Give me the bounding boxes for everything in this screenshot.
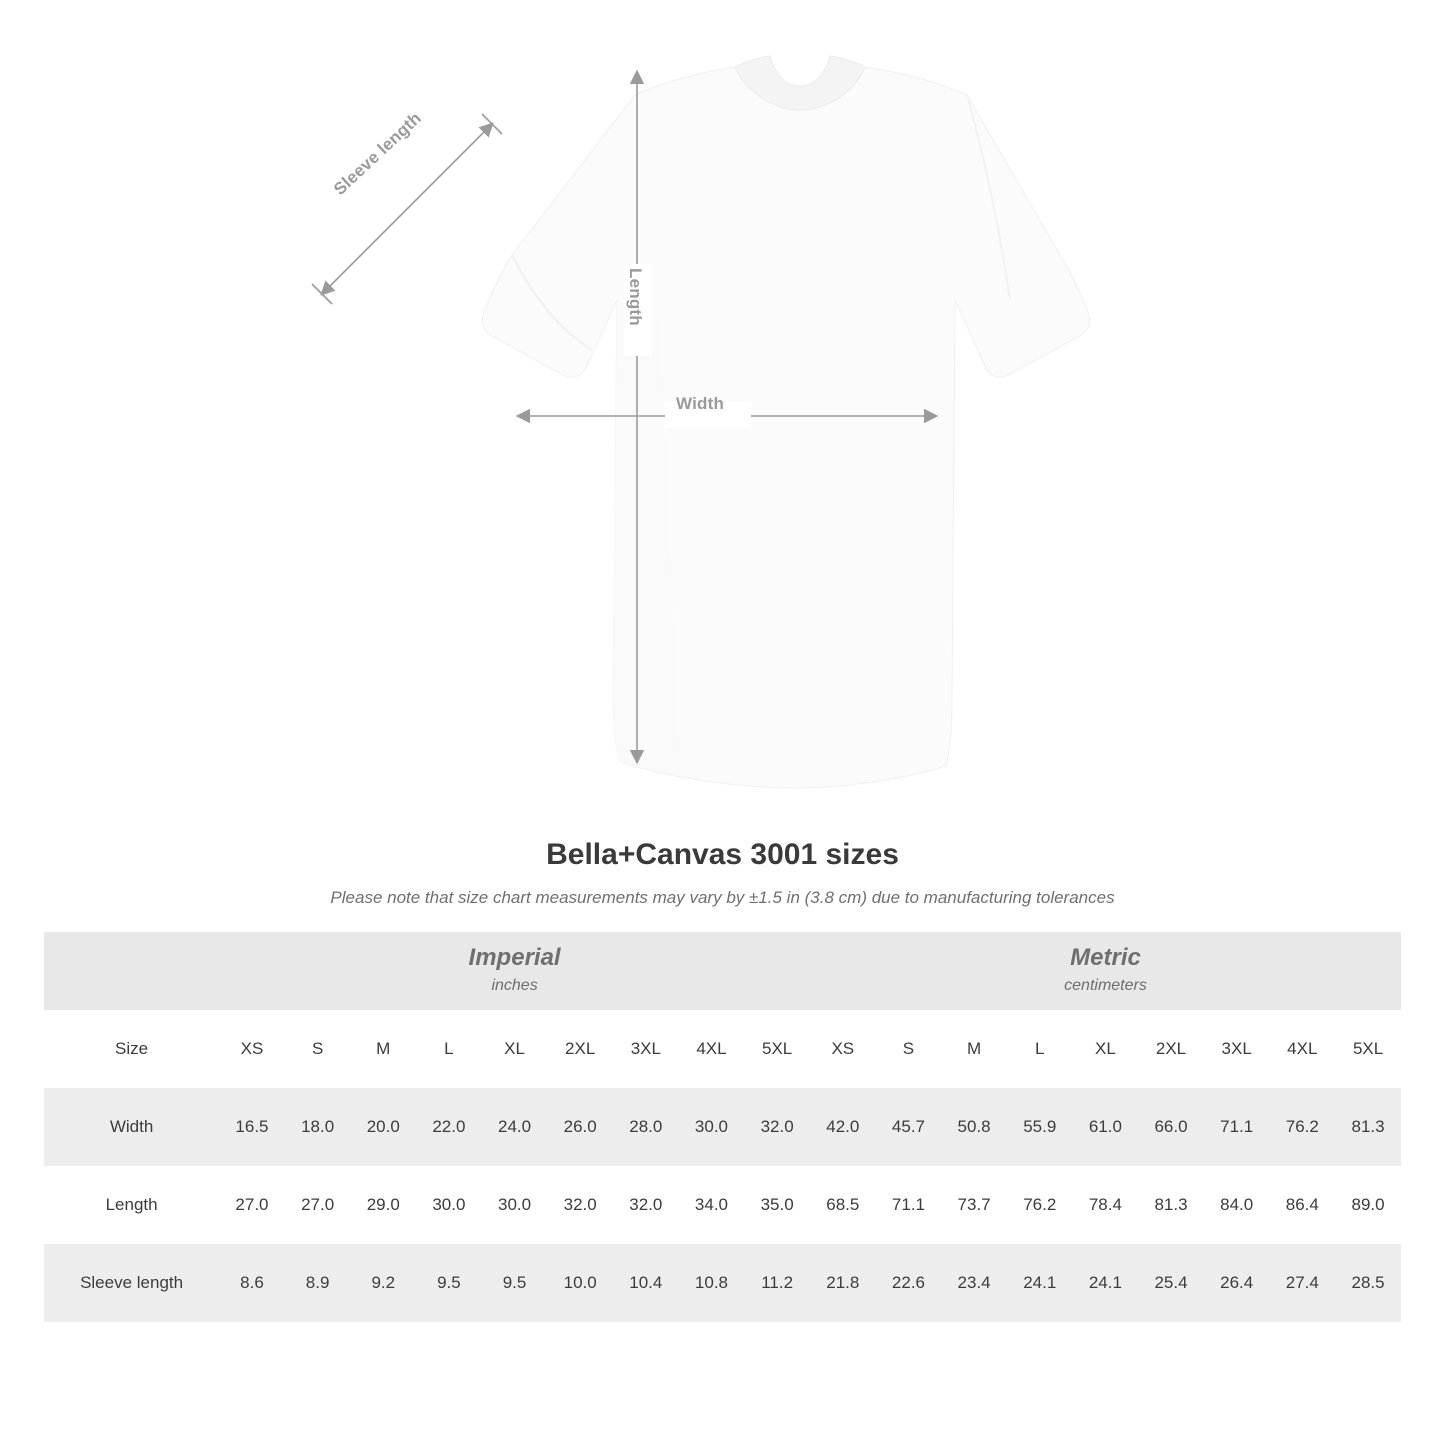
cell-value: 22.6	[876, 1244, 942, 1322]
length-label: Length	[626, 268, 645, 326]
table-row	[44, 1088, 1401, 1166]
size-header-cell: XS	[810, 1010, 876, 1088]
unit-header-row	[44, 932, 1401, 1010]
cell-value: 24.1	[1073, 1244, 1139, 1322]
size-header-cell: 4XL	[1269, 1010, 1335, 1088]
cell-value: 10.8	[679, 1244, 745, 1322]
cell-value: 11.2	[744, 1244, 810, 1322]
size-header-cell: 2XL	[547, 1010, 613, 1088]
cell-value: 20.0	[350, 1088, 416, 1166]
cell-value: 81.3	[1138, 1166, 1204, 1244]
cell-value: 68.5	[810, 1166, 876, 1244]
cell-value: 66.0	[1138, 1088, 1204, 1166]
cell-value: 89.0	[1335, 1166, 1401, 1244]
cell-value: 78.4	[1073, 1166, 1139, 1244]
cell-value: 24.1	[1007, 1244, 1073, 1322]
cell-value: 30.0	[416, 1166, 482, 1244]
size-header-cell: S	[876, 1010, 942, 1088]
cell-value: 35.0	[744, 1166, 810, 1244]
size-header-cell: M	[350, 1010, 416, 1088]
cell-value: 28.5	[1335, 1244, 1401, 1322]
cell-value: 32.0	[613, 1166, 679, 1244]
cell-value: 26.4	[1204, 1244, 1270, 1322]
cell-value: 21.8	[810, 1244, 876, 1322]
cell-value: 50.8	[941, 1088, 1007, 1166]
cell-value: 84.0	[1204, 1166, 1270, 1244]
size-header-cell: 5XL	[1335, 1010, 1401, 1088]
cell-value: 9.5	[482, 1244, 548, 1322]
sleeve-dimension-arrow	[322, 124, 492, 294]
unit-sub-metric: centimeters	[1064, 977, 1147, 995]
unit-name-metric: Metric	[1070, 944, 1141, 972]
size-header-cell: 3XL	[1204, 1010, 1270, 1088]
cell-value: 30.0	[679, 1088, 745, 1166]
table-row	[44, 1244, 1401, 1322]
cell-value: 34.0	[679, 1166, 745, 1244]
width-label: Width	[676, 394, 725, 413]
cell-value: 28.0	[613, 1088, 679, 1166]
cell-value: 61.0	[1073, 1088, 1139, 1166]
cell-value: 86.4	[1269, 1166, 1335, 1244]
size-header-cell: L	[1007, 1010, 1073, 1088]
row-header-length: Length	[44, 1166, 219, 1244]
cell-value: 27.0	[285, 1166, 351, 1244]
cell-value: 71.1	[876, 1166, 942, 1244]
cell-value: 22.0	[416, 1088, 482, 1166]
size-header-cell: 4XL	[679, 1010, 745, 1088]
cell-value: 42.0	[810, 1088, 876, 1166]
cell-value: 10.0	[547, 1244, 613, 1322]
row-header-sleeve-length: Sleeve length	[44, 1244, 219, 1322]
cell-value: 55.9	[1007, 1088, 1073, 1166]
cell-value: 26.0	[547, 1088, 613, 1166]
cell-value: 16.5	[219, 1088, 285, 1166]
size-header-cell: M	[941, 1010, 1007, 1088]
cell-value: 73.7	[941, 1166, 1007, 1244]
size-header-row	[44, 1010, 1401, 1088]
unit-header-metric	[810, 932, 1401, 1010]
cell-value: 81.3	[1335, 1088, 1401, 1166]
size-header-cell: L	[416, 1010, 482, 1088]
cell-value: 27.0	[219, 1166, 285, 1244]
cell-value: 10.4	[613, 1244, 679, 1322]
title-block	[0, 838, 1445, 908]
cell-value: 29.0	[350, 1166, 416, 1244]
cell-value: 8.6	[219, 1244, 285, 1322]
cell-value: 24.0	[482, 1088, 548, 1166]
size-header-cell: S	[285, 1010, 351, 1088]
table-row	[44, 1166, 1401, 1244]
cell-value: 71.1	[1204, 1088, 1270, 1166]
size-header-cell: XS	[219, 1010, 285, 1088]
size-header-cell: XL	[1073, 1010, 1139, 1088]
size-table	[44, 932, 1401, 1322]
size-header-cell: 3XL	[613, 1010, 679, 1088]
cell-value: 32.0	[547, 1166, 613, 1244]
cell-value: 76.2	[1269, 1088, 1335, 1166]
unit-header-spacer	[44, 932, 219, 1010]
cell-value: 76.2	[1007, 1166, 1073, 1244]
sleeve-length-label: Sleeve length	[330, 108, 426, 199]
cell-value: 32.0	[744, 1088, 810, 1166]
cell-value: 9.5	[416, 1244, 482, 1322]
page-title: Bella+Canvas 3001 sizes	[546, 838, 899, 871]
cell-value: 23.4	[941, 1244, 1007, 1322]
size-table-wrapper	[44, 932, 1401, 1322]
size-header-cell: XL	[482, 1010, 548, 1088]
unit-name-imperial: Imperial	[468, 944, 561, 972]
size-header-cell: 2XL	[1138, 1010, 1204, 1088]
cell-value: 27.4	[1269, 1244, 1335, 1322]
unit-header-imperial	[219, 932, 810, 1010]
tolerance-note: Please note that size chart measurements may vary by ±1.5 in (3.8 cm) due to manufacturing tolerances	[330, 888, 1115, 907]
unit-sub-imperial: inches	[491, 977, 538, 995]
cell-value: 9.2	[350, 1244, 416, 1322]
row-header-width: Width	[44, 1088, 219, 1166]
size-header-cell: 5XL	[744, 1010, 810, 1088]
shirt-shape	[482, 56, 1090, 788]
cell-value: 8.9	[285, 1244, 351, 1322]
cell-value: 18.0	[285, 1088, 351, 1166]
cell-value: 30.0	[482, 1166, 548, 1244]
cell-value: 45.7	[876, 1088, 942, 1166]
cell-value: 25.4	[1138, 1244, 1204, 1322]
row-header-size: Size	[44, 1010, 219, 1088]
